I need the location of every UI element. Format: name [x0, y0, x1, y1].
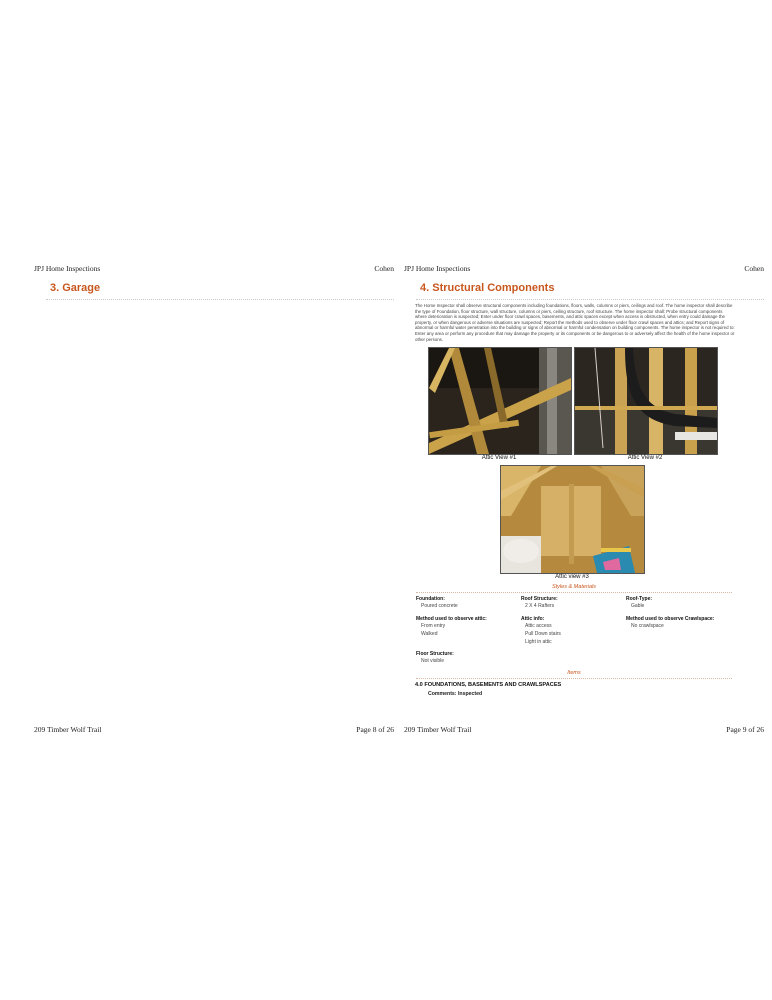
property-address: 209 Timber Wolf Trail	[34, 725, 102, 734]
section-intro-text: The Home Inspector shall observe structural components including foundations, floors, walls, columns or piers, ceilings and roof. The home inspector shall describe the type of Foundation, floor structure, wall structure, columns or piers, ceiling structure, roof structure. The home inspector shall: Probe structural components where deterioration is suspected; Enter under floor crawl spaces, basements, and attic spaces except when access is obstructed, when entry could damage the property, or when dangerous or adverse situations are suspected; Report the methods used to observe under floor crawl spaces and attics; and Report signs of abnormal or harmful water penetration into the building or signs of abnormal or harmful condensation on building components. The home inspector is not required to: Enter any area or perform any procedure that may damage the property or its components or be dangerous to or adversely affect the health of the home inspector or other persons.	[415, 303, 735, 342]
report-page-8	[28, 258, 398, 743]
floor-structure-label: Floor Structure:	[416, 651, 454, 657]
section-title: 3. Garage	[50, 282, 101, 294]
roof-structure-value: 2 X 4 Rafters	[525, 603, 555, 609]
attic-info-value-3: Light in attic	[525, 639, 552, 645]
attic-info-label: Attic info:	[521, 616, 545, 622]
attic-photo-1	[428, 347, 572, 455]
attic-method-label: Method used to observe attic:	[416, 616, 487, 622]
report-page-9	[398, 258, 768, 743]
attic-info-value-1: Attic access	[525, 623, 552, 629]
crawlspace-method-value: No crawlspace	[631, 623, 664, 629]
roof-type-value: Gable	[631, 603, 645, 609]
page-number: Page 8 of 26	[356, 725, 394, 734]
company-name: JPJ Home Inspections	[34, 264, 101, 273]
client-name: Cohen	[374, 264, 394, 273]
page-number: Page 9 of 26	[726, 725, 764, 734]
floor-structure-value: Not visible	[421, 658, 445, 664]
item-comment: Comments: Inspected	[428, 691, 483, 697]
styles-divider	[416, 592, 732, 593]
item-heading: 4.0 FOUNDATIONS, BASEMENTS AND CRAWLSPACES	[415, 682, 562, 688]
attic-photo-2	[574, 347, 718, 455]
foundation-value: Poured concrete	[421, 603, 458, 609]
section-title: 4. Structural Components	[420, 282, 555, 294]
roof-type-label: Roof-Type:	[626, 596, 653, 602]
section-divider	[46, 299, 394, 300]
roof-structure-label: Roof Structure:	[521, 596, 558, 602]
photo-caption-2: Attic View #2	[627, 455, 663, 461]
foundation-label: Foundation:	[416, 596, 445, 602]
attic-photo-3	[500, 465, 645, 574]
crawlspace-method-label: Method used to observe Crawlspace:	[626, 616, 715, 622]
attic-method-value-2: Walked	[421, 631, 438, 637]
photo-caption-3: Attic view #3	[555, 574, 589, 580]
attic-info-value-2: Pull Down stairs	[525, 631, 561, 637]
items-divider	[416, 678, 732, 679]
company-name: JPJ Home Inspections	[404, 264, 471, 273]
section-divider	[416, 299, 764, 300]
photo-caption-1: Attic View #1	[481, 455, 517, 461]
client-name: Cohen	[744, 264, 764, 273]
attic-method-value-1: From entry	[421, 623, 446, 629]
styles-materials-title: Styles & Materials	[551, 584, 596, 590]
property-address: 209 Timber Wolf Trail	[404, 725, 472, 734]
items-title: Items	[567, 670, 581, 676]
